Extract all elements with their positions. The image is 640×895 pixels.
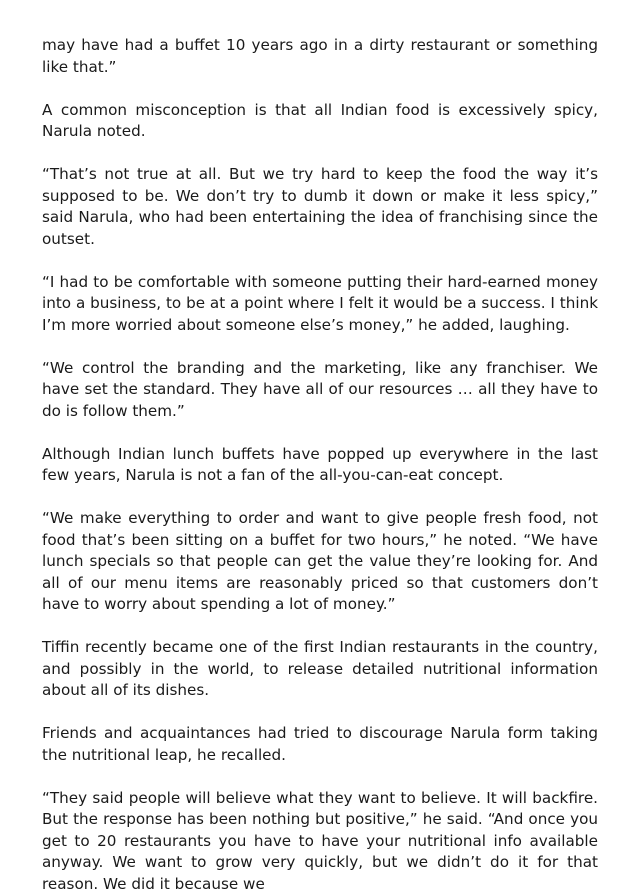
paragraph-7: “We make everything to order and want to give people fresh food, not food that’s been sitting on a buffet for two hours,” he noted. “We have lunch specials so that people can get the value they’re looking for. And all of our menu items are reasonably priced so that customers don’t have to worry about spending a lot of money.” — [42, 508, 598, 616]
paragraph-6: Although Indian lunch buffets have popped up everywhere in the last few years, Narula is not a fan of the all-you-can-eat concept. — [42, 444, 598, 487]
paragraph-5: “We control the branding and the marketing, like any franchiser. We have set the standard. They have all of our resources … all they have to do is follow them.” — [42, 358, 598, 423]
paragraph-2: A common misconception is that all Indian food is excessively spicy, Narula noted. — [42, 100, 598, 143]
article-body — [42, 0, 598, 895]
paragraph-8: Tiffin recently became one of the first Indian restaurants in the country, and possibly in the world, to release detailed nutritional information about all of its dishes. — [42, 637, 598, 702]
paragraph-1: may have had a buffet 10 years ago in a dirty restaurant or something like that.” — [42, 35, 598, 78]
paragraph-10: “They said people will believe what they want to believe. It will backfire. But the response has been nothing but positive,” he said. “And once you get to 20 restaurants you have to have your nutritional info available anyway. We want to grow very quickly, but we didn’t do it for that reason. We did it because we — [42, 788, 598, 895]
paragraph-3: “That’s not true at all. But we try hard to keep the food the way it’s supposed to be. We don’t try to dumb it down or make it less spicy,” said Narula, who had been entertaining the idea of franchising since the outset. — [42, 164, 598, 250]
paragraph-4: “I had to be comfortable with someone putting their hard-earned money into a business, to be at a point where I felt it would be a success. I think I’m more worried about someone else’s money,” he added, laughing. — [42, 272, 598, 337]
paragraph-9: Friends and acquaintances had tried to discourage Narula form taking the nutritional leap, he recalled. — [42, 723, 598, 766]
